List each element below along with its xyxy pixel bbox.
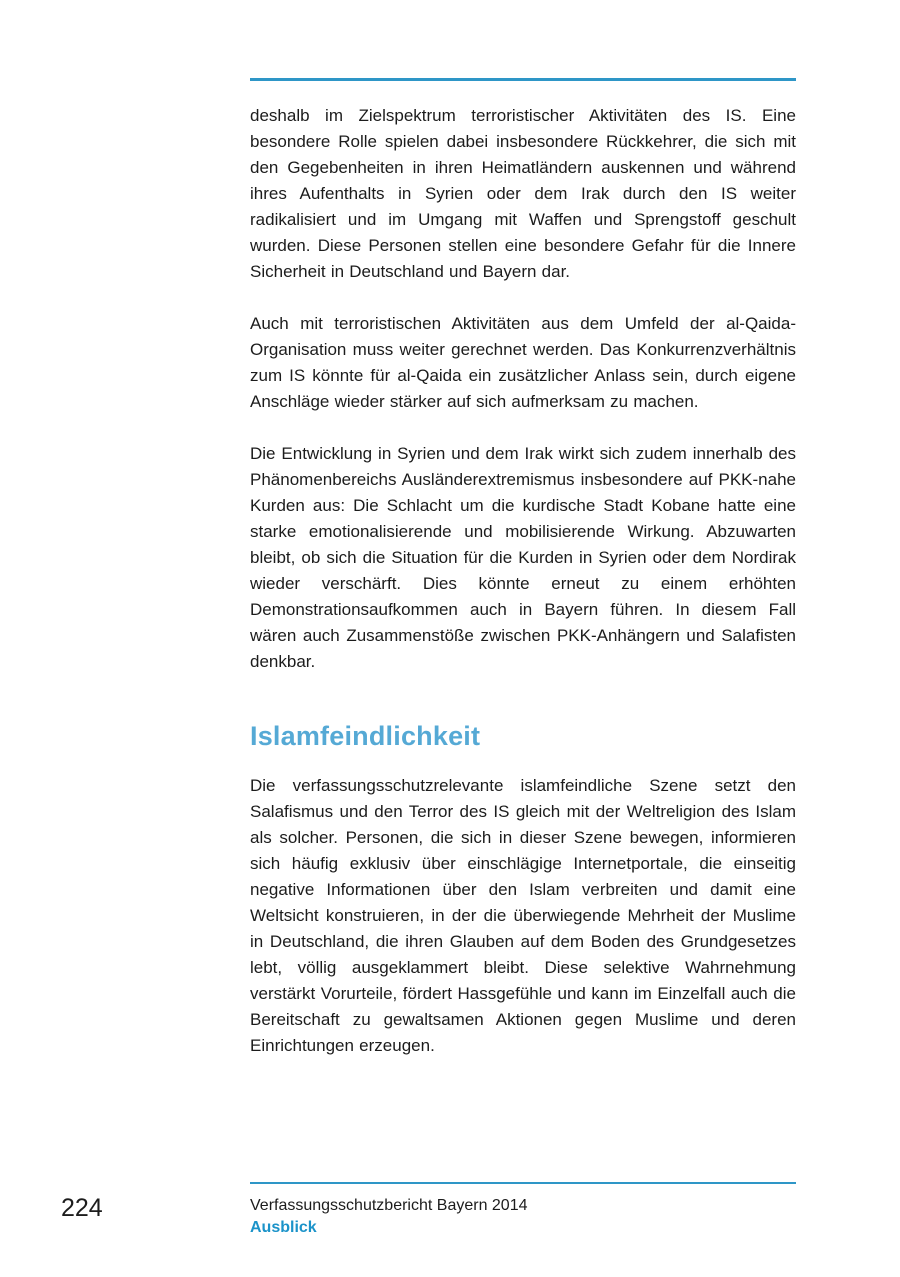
report-title: Verfassungsschutzbericht Bayern 2014 (250, 1197, 528, 1214)
page-number: 224 (61, 1194, 103, 1222)
paragraph-is-returnees: deshalb im Zielspektrum terroristischer Aktivitäten des IS. Eine besondere Rolle spielen dabei insbesondere Rückkehrer, die sich mit den Gegebenheiten in ihren Heimatländern auskennen und während ihres Aufenthalts in Syrien oder dem Irak durch den IS weiter radikalisiert und im Umgang mit Waffen und Sprengstoff geschult wurden. Diese Personen stellen eine besondere Gefahr für die Innere Sicherheit in Deutschland und Bayern dar. (250, 106, 796, 281)
paragraph-islamophobia: Die verfassungsschutzrelevante islamfeindliche Szene setzt den Salafismus und den Terror des IS gleich mit der Weltreligion des Islam als solcher. Personen, die sich in dieser Szene bewegen, informieren sich häufig exklusiv über einschlägige Internetportale, die einseitig negative Informationen über den Islam verbreiten und damit eine Weltsicht konstruieren, in der die überwiegende Mehrheit der Muslime in Deutschland, die ihren Glauben auf dem Boden des Grundgesetzes lebt, völlig ausgeklammert bleibt. Diese selektive Wahrnehmung verstärkt Vorurteile, fördert Hassgefühle und kann im Einzelfall auch die Bereitschaft zu gewaltsamen Aktionen gegen Muslime und deren Einrichtungen erzeugen. (250, 776, 796, 1055)
content-column (250, 78, 796, 1059)
section-heading-islamfeindlichkeit: Islamfeindlichkeit (250, 721, 481, 751)
footer (250, 1195, 528, 1239)
paragraph-pkk-kurds: Die Entwicklung in Syrien und dem Irak wirkt sich zudem innerhalb des Phänomenbereichs Ausländerextremismus insbesondere auf PKK-nahe Kurden aus: Die Schlacht um die kurdische Stadt Kobane hatte eine starke emotionalisierende und mobilisierende Wirkung. Abzuwarten bleibt, ob sich die Situation für die Kurden in Syrien oder dem Nordirak wieder verschärft. Dies könnte erneut zu einem erhöhten Demonstrationsaufkommen auch in Bayern führen. In diesem Fall wären auch Zusammenstöße zwischen PKK-Anhängern und Salafisten denkbar. (250, 444, 796, 671)
paragraph-al-qaida: Auch mit terroristischen Aktivitäten aus dem Umfeld der al-Qaida-Organisation muss weiter gerechnet werden. Das Konkurrenzverhältnis zum IS könnte für al-Qaida ein zusätzlicher Anlass sein, durch eigene Anschläge wieder stärker auf sich aufmerksam zu machen. (250, 314, 796, 411)
footer-divider (250, 1182, 796, 1184)
chapter-label: Ausblick (250, 1219, 317, 1236)
top-divider (250, 78, 796, 81)
